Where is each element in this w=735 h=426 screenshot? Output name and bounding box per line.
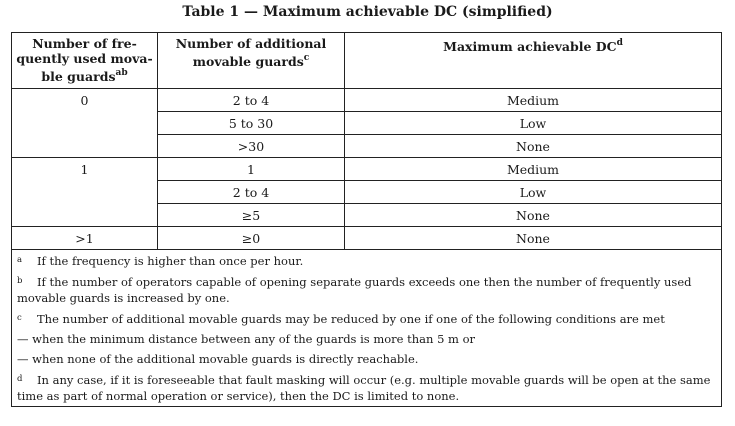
- footnote-c-condition-2: — when none of the additional movable guards is directly reachable.: [12, 349, 722, 369]
- frequent-guards-cell: 1: [12, 158, 158, 227]
- footnote-mark-c: c: [17, 313, 22, 323]
- footnote-ref-ab: ab: [115, 68, 128, 78]
- footnote-d: [12, 369, 722, 407]
- header-row: [12, 33, 722, 89]
- table-title: Table 1 — Maximum achievable DC (simplified): [182, 4, 553, 20]
- additional-guards-cell: 2 to 4: [158, 181, 345, 204]
- footnote-c-item-2: [12, 349, 722, 369]
- header-frequent-guards: Number of fre- quently used mova- ble guards$^{ab}$: [12, 33, 158, 89]
- header-additional-guards: Number of additional movable guards$^c$: [158, 33, 345, 89]
- additional-guards-cell: 1: [158, 158, 345, 181]
- dc-cell: Low: [345, 112, 722, 135]
- header-max-dc: Maximum achievable $DC^d$: [345, 33, 722, 89]
- footnote-text-c: The number of additional movable guards may be reduced by one if one of the following conditions are met: [37, 312, 665, 326]
- footnote-mark-d: d: [17, 374, 23, 384]
- footnote-text-d: In any case, if it is foreseeable that fault masking will occur (e.g. multiple movable guards will be open at the same time as part of normal operation or service), then the DC is limited to none.: [17, 373, 711, 403]
- additional-guards-cell: 5 to 30: [158, 112, 345, 135]
- additional-guards-cell: 2 to 4: [158, 89, 345, 112]
- dc-cell: None: [345, 227, 722, 250]
- additional-guards-cell: ≥0: [158, 227, 345, 250]
- dc-table: [11, 32, 722, 407]
- additional-guards-cell: >30: [158, 135, 345, 158]
- footnote-c-item-1: [12, 329, 722, 349]
- dc-cell: Medium: [345, 158, 722, 181]
- footnote-c-condition-1: — when the minimum distance between any of the guards is more than 5 m or: [12, 329, 722, 349]
- footnote-ref-d: d: [616, 38, 623, 48]
- dc-cell: None: [345, 204, 722, 227]
- frequent-guards-cell: >1: [12, 227, 158, 250]
- footnote-c: [12, 308, 722, 329]
- footnote-mark-b: b: [17, 276, 23, 286]
- footnote-b: [12, 271, 722, 308]
- table-row: [12, 89, 722, 112]
- additional-guards-cell: ≥5: [158, 204, 345, 227]
- dc-cell: Low: [345, 181, 722, 204]
- frequent-guards-cell: 0: [12, 89, 158, 158]
- dc-cell: None: [345, 135, 722, 158]
- footnote-mark-a: a: [17, 255, 23, 265]
- footnote-text-a: If the frequency is higher than once per hour.: [37, 254, 304, 268]
- table-row: [12, 158, 722, 181]
- footnote-ref-c: c: [303, 53, 310, 63]
- footnote-a: [12, 250, 722, 272]
- dc-cell: Medium: [345, 89, 722, 112]
- table-row: [12, 227, 722, 250]
- footnote-text-b: If the number of operators capable of opening separate guards exceeds one then the number of frequently used movable guards is increased by one.: [17, 275, 692, 305]
